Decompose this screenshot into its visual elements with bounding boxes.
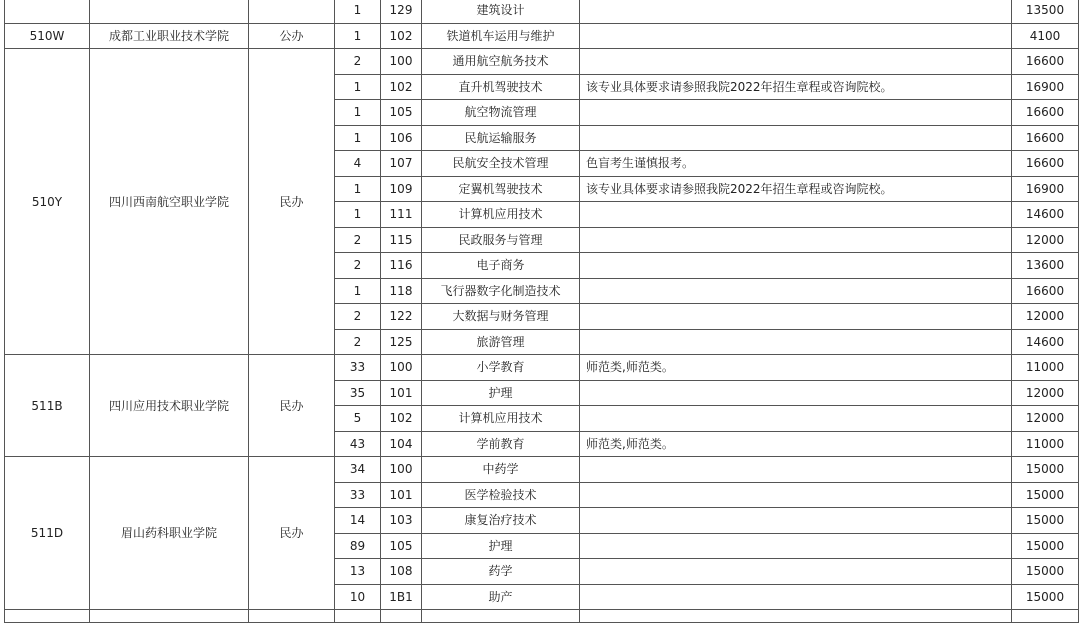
note-cell [580, 584, 1012, 610]
plan-count-cell: 2 [335, 253, 381, 279]
plan-count-cell: 33 [335, 482, 381, 508]
tuition-cell: 12000 [1012, 406, 1079, 432]
note-cell [580, 508, 1012, 534]
major-name-cell: 计算机应用技术 [422, 406, 580, 432]
major-name-cell: 航空物流管理 [422, 100, 580, 126]
major-code-cell: 115 [381, 227, 422, 253]
major-code-cell: 111 [381, 202, 422, 228]
empty-cell [1012, 610, 1079, 623]
plan-count-cell: 1 [335, 278, 381, 304]
table-row [5, 0, 1079, 23]
tuition-cell: 15000 [1012, 559, 1079, 585]
major-name-cell: 医学检验技术 [422, 482, 580, 508]
table-row [5, 355, 1079, 381]
note-cell [580, 0, 1012, 23]
school-name-cell: 四川西南航空职业学院 [90, 49, 249, 355]
note-cell: 该专业具体要求请参照我院2022年招生章程或咨询院校。 [580, 74, 1012, 100]
major-name-cell: 护理 [422, 380, 580, 406]
major-code-cell: 106 [381, 125, 422, 151]
major-code-cell: 102 [381, 74, 422, 100]
major-name-cell: 电子商务 [422, 253, 580, 279]
note-cell [580, 482, 1012, 508]
school-code-cell: 511B [5, 355, 90, 457]
major-code-cell: 102 [381, 406, 422, 432]
admissions-table [4, 0, 1079, 623]
major-code-cell: 102 [381, 23, 422, 49]
empty-cell [580, 610, 1012, 623]
note-cell [580, 49, 1012, 75]
tuition-cell: 4100 [1012, 23, 1079, 49]
note-cell [580, 457, 1012, 483]
note-cell [580, 23, 1012, 49]
major-code-cell: 105 [381, 533, 422, 559]
major-name-cell: 计算机应用技术 [422, 202, 580, 228]
major-name-cell: 民航运输服务 [422, 125, 580, 151]
table-row [5, 23, 1079, 49]
school-type-cell: 民办 [249, 49, 335, 355]
plan-count-cell: 4 [335, 151, 381, 177]
school-type-cell: 民办 [249, 457, 335, 610]
tuition-cell: 15000 [1012, 457, 1079, 483]
major-code-cell: 100 [381, 457, 422, 483]
plan-count-cell: 1 [335, 125, 381, 151]
major-code-cell: 101 [381, 380, 422, 406]
major-name-cell: 铁道机车运用与维护 [422, 23, 580, 49]
major-code-cell: 1B1 [381, 584, 422, 610]
major-name-cell: 民政服务与管理 [422, 227, 580, 253]
tuition-cell: 15000 [1012, 482, 1079, 508]
tuition-cell: 16600 [1012, 278, 1079, 304]
note-cell [580, 380, 1012, 406]
tuition-cell: 15000 [1012, 533, 1079, 559]
major-code-cell: 105 [381, 100, 422, 126]
plan-count-cell: 5 [335, 406, 381, 432]
plan-count-cell: 34 [335, 457, 381, 483]
major-code-cell: 103 [381, 508, 422, 534]
tuition-cell: 16600 [1012, 125, 1079, 151]
major-code-cell: 125 [381, 329, 422, 355]
tuition-cell: 16600 [1012, 100, 1079, 126]
major-name-cell: 中药学 [422, 457, 580, 483]
plan-count-cell: 13 [335, 559, 381, 585]
note-cell [580, 100, 1012, 126]
major-name-cell: 康复治疗技术 [422, 508, 580, 534]
major-name-cell: 飞行器数字化制造技术 [422, 278, 580, 304]
note-cell [580, 533, 1012, 559]
plan-count-cell: 89 [335, 533, 381, 559]
plan-count-cell: 2 [335, 227, 381, 253]
plan-count-cell: 35 [335, 380, 381, 406]
major-name-cell: 护理 [422, 533, 580, 559]
school-name-cell [90, 0, 249, 23]
major-code-cell: 101 [381, 482, 422, 508]
tuition-cell: 13500 [1012, 0, 1079, 23]
tuition-cell: 13600 [1012, 253, 1079, 279]
major-name-cell: 小学教育 [422, 355, 580, 381]
tuition-cell: 16900 [1012, 176, 1079, 202]
empty-cell [90, 610, 249, 623]
major-name-cell: 旅游管理 [422, 329, 580, 355]
tuition-cell: 11000 [1012, 431, 1079, 457]
major-name-cell: 定翼机驾驶技术 [422, 176, 580, 202]
major-code-cell: 118 [381, 278, 422, 304]
tuition-cell: 14600 [1012, 329, 1079, 355]
note-cell [580, 227, 1012, 253]
empty-cell [381, 610, 422, 623]
plan-count-cell: 1 [335, 100, 381, 126]
major-name-cell: 学前教育 [422, 431, 580, 457]
note-cell: 该专业具体要求请参照我院2022年招生章程或咨询院校。 [580, 176, 1012, 202]
tuition-cell: 12000 [1012, 380, 1079, 406]
tuition-cell: 15000 [1012, 584, 1079, 610]
major-code-cell: 100 [381, 49, 422, 75]
tuition-cell: 16600 [1012, 151, 1079, 177]
tuition-cell: 12000 [1012, 227, 1079, 253]
note-cell [580, 406, 1012, 432]
plan-count-cell: 14 [335, 508, 381, 534]
school-code-cell: 511D [5, 457, 90, 610]
empty-cell [5, 610, 90, 623]
school-type-cell [249, 0, 335, 23]
note-cell [580, 253, 1012, 279]
empty-cell [422, 610, 580, 623]
plan-count-cell: 1 [335, 176, 381, 202]
major-name-cell: 建筑设计 [422, 0, 580, 23]
note-cell [580, 202, 1012, 228]
tuition-cell: 16900 [1012, 74, 1079, 100]
school-code-cell: 510Y [5, 49, 90, 355]
tuition-cell: 16600 [1012, 49, 1079, 75]
table-body [5, 0, 1079, 623]
major-code-cell: 104 [381, 431, 422, 457]
tuition-cell: 12000 [1012, 304, 1079, 330]
plan-count-cell: 2 [335, 304, 381, 330]
school-code-cell: 510W [5, 23, 90, 49]
plan-count-cell: 1 [335, 0, 381, 23]
table-row-partial [5, 610, 1079, 623]
major-name-cell: 通用航空航务技术 [422, 49, 580, 75]
major-code-cell: 100 [381, 355, 422, 381]
major-code-cell: 108 [381, 559, 422, 585]
major-code-cell: 116 [381, 253, 422, 279]
major-code-cell: 129 [381, 0, 422, 23]
plan-count-cell: 2 [335, 49, 381, 75]
major-name-cell: 药学 [422, 559, 580, 585]
major-code-cell: 122 [381, 304, 422, 330]
plan-count-cell: 33 [335, 355, 381, 381]
tuition-cell: 15000 [1012, 508, 1079, 534]
plan-count-cell: 1 [335, 23, 381, 49]
note-cell [580, 329, 1012, 355]
note-cell [580, 125, 1012, 151]
plan-count-cell: 1 [335, 74, 381, 100]
school-type-cell: 公办 [249, 23, 335, 49]
major-name-cell: 民航安全技术管理 [422, 151, 580, 177]
school-type-cell: 民办 [249, 355, 335, 457]
school-name-cell: 成都工业职业技术学院 [90, 23, 249, 49]
table-row [5, 49, 1079, 75]
plan-count-cell: 43 [335, 431, 381, 457]
table-row [5, 457, 1079, 483]
note-cell [580, 304, 1012, 330]
plan-count-cell: 2 [335, 329, 381, 355]
empty-cell [249, 610, 335, 623]
major-name-cell: 大数据与财务管理 [422, 304, 580, 330]
school-code-cell [5, 0, 90, 23]
note-cell: 师范类,师范类。 [580, 355, 1012, 381]
plan-count-cell: 10 [335, 584, 381, 610]
note-cell: 师范类,师范类。 [580, 431, 1012, 457]
tuition-cell: 11000 [1012, 355, 1079, 381]
empty-cell [335, 610, 381, 623]
school-name-cell: 眉山药科职业学院 [90, 457, 249, 610]
note-cell [580, 559, 1012, 585]
plan-count-cell: 1 [335, 202, 381, 228]
note-cell: 色盲考生谨慎报考。 [580, 151, 1012, 177]
major-name-cell: 直升机驾驶技术 [422, 74, 580, 100]
note-cell [580, 278, 1012, 304]
major-code-cell: 107 [381, 151, 422, 177]
major-name-cell: 助产 [422, 584, 580, 610]
school-name-cell: 四川应用技术职业学院 [90, 355, 249, 457]
tuition-cell: 14600 [1012, 202, 1079, 228]
major-code-cell: 109 [381, 176, 422, 202]
